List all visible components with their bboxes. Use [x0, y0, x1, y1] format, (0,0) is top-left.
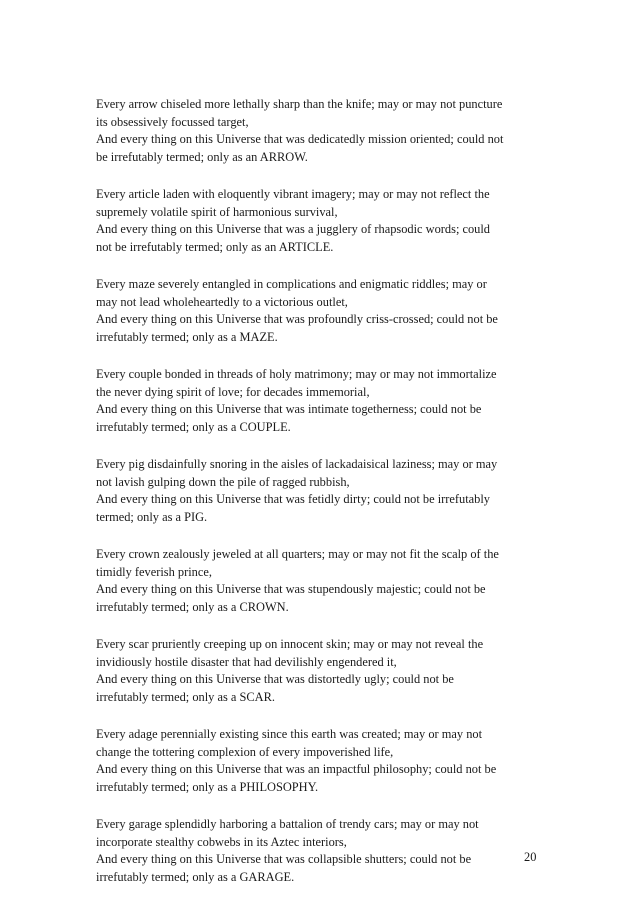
poem-line: not lavish gulping down the pile of ragged rubbish, [96, 474, 350, 489]
stanza-scar [96, 636, 546, 706]
poem-line: irrefutably termed; only as a PHILOSOPHY. [96, 779, 319, 794]
poem-line: not be irrefutably termed; only as an ARTICLE. [96, 239, 334, 254]
poem-line: irrefutably termed; only as a SCAR. [96, 689, 275, 704]
poem-line: Every scar pruriently creeping up on innocent skin; may or may not reveal the [96, 637, 484, 651]
poem-line: And every thing on this Universe that was intimate togetherness; could not be [96, 402, 482, 416]
poem-line: invidiously hostile disaster that had devilishly engendered it, [96, 654, 397, 669]
poem-line: change the tottering complexion of every impoverished life, [96, 744, 394, 759]
poem-line: And every thing on this Universe that was dedicatedly mission oriented; could not [96, 132, 504, 146]
poem-line: irrefutably termed; only as a COUPLE. [96, 419, 291, 434]
page-number: 20 [524, 850, 537, 864]
poem-line: And every thing on this Universe that was distortedly ugly; could not be [96, 672, 454, 686]
poem-line: termed; only as a PIG. [96, 509, 208, 524]
poem-line: And every thing on this Universe that was fetidly dirty; could not be irrefutably [96, 492, 491, 506]
stanza-arrow [96, 96, 546, 166]
poem-line: And every thing on this Universe that was stupendously majestic; could not be [96, 582, 486, 596]
poem-line: Every adage perennially existing since this earth was created; may or may not [96, 727, 483, 741]
poem-line: timidly feverish prince, [96, 564, 212, 579]
stanza-crown [96, 546, 546, 616]
poem-line: Every pig disdainfully snoring in the aisles of lackadaisical laziness; may or may [96, 457, 498, 471]
poem-line: incorporate stealthy cobwebs in its Aztec interiors, [96, 834, 347, 849]
stanza-article [96, 186, 546, 256]
poem-line: irrefutably termed; only as a GARAGE. [96, 869, 295, 884]
poem-line: its obsessively focussed target, [96, 114, 249, 129]
poem-line: And every thing on this Universe that was a jugglery of rhapsodic words; could [96, 222, 491, 236]
poem-line: irrefutably termed; only as a MAZE. [96, 329, 278, 344]
poem-line: irrefutably termed; only as a CROWN. [96, 599, 289, 614]
poem-body [96, 96, 546, 906]
poem-line: Every garage splendidly harboring a battalion of trendy cars; may or may not [96, 817, 479, 831]
poem-line: Every article laden with eloquently vibrant imagery; may or may not reflect the [96, 187, 490, 201]
poem-line: may not lead wholeheartedly to a victorious outlet, [96, 294, 348, 309]
stanza-couple [96, 366, 546, 436]
poem-line: And every thing on this Universe that was profoundly criss-crossed; could not be [96, 312, 498, 326]
poem-line: the never dying spirit of love; for decades immemorial, [96, 384, 370, 399]
poem-line: Every arrow chiseled more lethally sharp than the knife; may or may not puncture [96, 97, 503, 111]
poem-line: be irrefutably termed; only as an ARROW. [96, 149, 308, 164]
poem-line: Every maze severely entangled in complications and enigmatic riddles; may or [96, 277, 487, 291]
stanza-maze [96, 276, 546, 346]
stanza-pig [96, 456, 546, 526]
poem-line: Every couple bonded in threads of holy matrimony; may or may not immortalize [96, 367, 497, 381]
poem-line: Every crown zealously jeweled at all quarters; may or may not fit the scalp of the [96, 547, 499, 561]
stanza-philosophy [96, 726, 546, 796]
poem-line: And every thing on this Universe that was an impactful philosophy; could not be [96, 762, 497, 776]
stanza-garage [96, 816, 546, 886]
poem-line: And every thing on this Universe that was collapsible shutters; could not be [96, 852, 472, 866]
poem-line: supremely volatile spirit of harmonious survival, [96, 204, 338, 219]
